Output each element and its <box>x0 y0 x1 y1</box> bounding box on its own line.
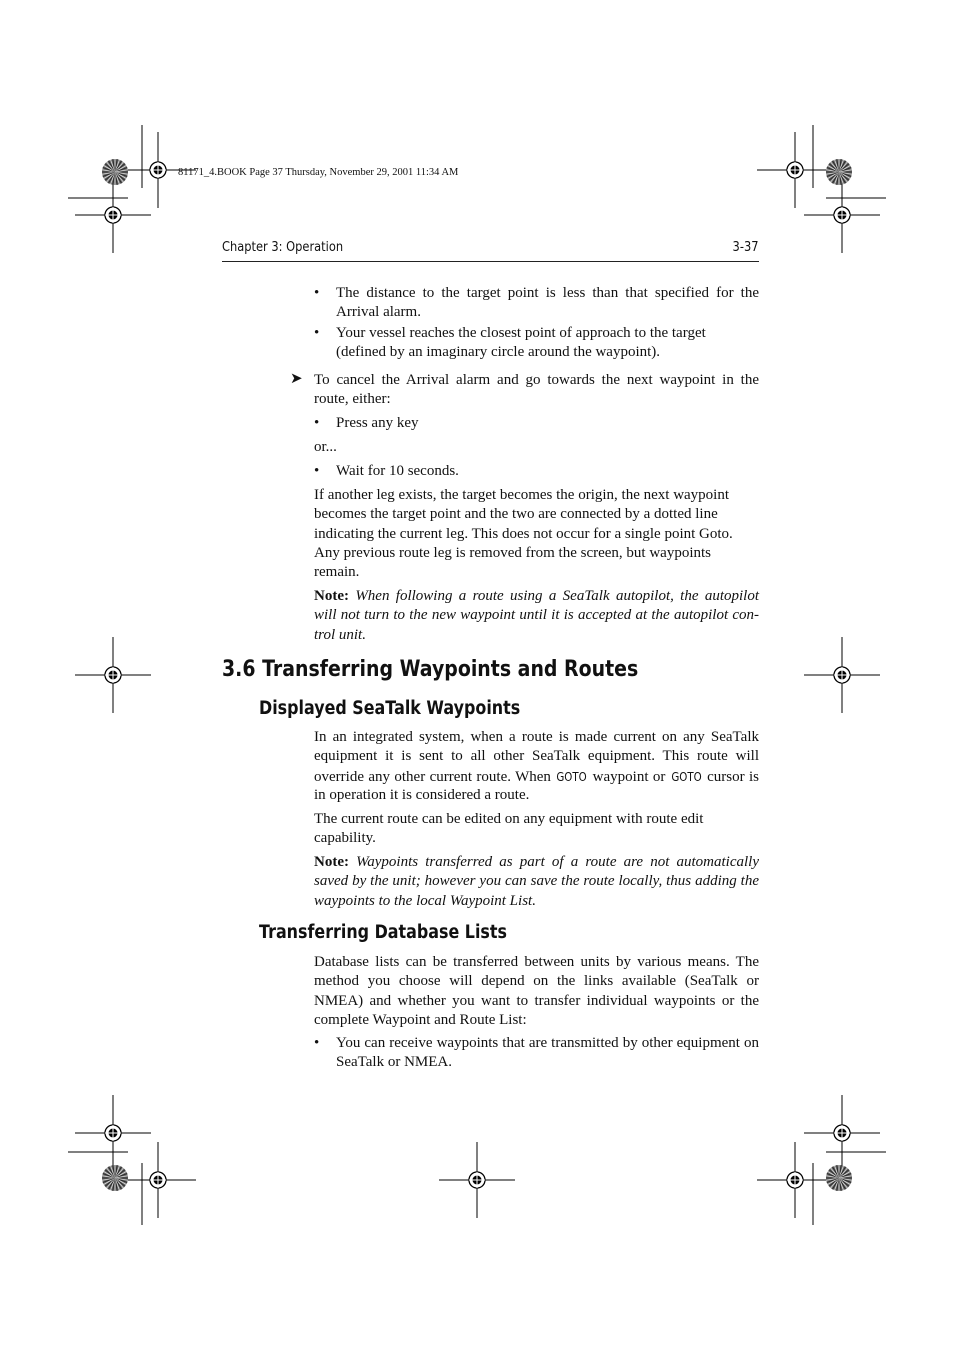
text-line: The distance to the target point is less than that specified for the <box>336 285 759 301</box>
print-slug: 81171_4.BOOK Page 37 Thursday, November 29, 2001 11:34 AM <box>178 167 459 178</box>
text-line: method you choose will depend on the links available (SeaTalk or <box>314 973 759 990</box>
page-number: 3-37 <box>733 240 759 255</box>
text-line: The current route can be edited on any equipment with route edit <box>314 811 704 827</box>
bullet-wait <box>314 462 759 481</box>
bullet-icon: • <box>314 325 320 341</box>
text-segment: When following a route using a SeaTalk autopilot, the autopilot <box>355 588 759 604</box>
key-label: GOTO <box>671 768 702 784</box>
text-line: Any previous route leg is removed from the screen, but waypoints <box>314 544 711 561</box>
text-line: or... <box>314 439 337 455</box>
subheading-displayed-seatalk: Displayed SeaTalk Waypoints <box>259 698 521 719</box>
paragraph-route-edit <box>314 810 759 849</box>
bullet-closest-approach <box>314 324 759 363</box>
bullet-icon: • <box>314 285 320 301</box>
text-line: Press any key <box>336 415 419 431</box>
chapter-title: Chapter 3: Operation <box>222 240 344 255</box>
paragraph-integrated-system <box>314 728 759 805</box>
text-line <box>314 626 759 645</box>
text-segment: trol unit. <box>314 626 366 643</box>
arrow-icon: ➤ <box>290 371 303 387</box>
text-line <box>314 587 759 606</box>
bullet-icon: • <box>314 415 320 431</box>
text-line: Your vessel reaches the closest point of approach to the target <box>336 325 706 341</box>
section-heading: 3.6 Transferring Waypoints and Routes <box>222 657 639 682</box>
text-line <box>314 767 759 786</box>
text-line <box>314 872 759 891</box>
or-text <box>314 438 759 457</box>
bullet-receive-waypoints <box>314 1034 759 1073</box>
text-line: complete Waypoint and Route List: <box>314 1011 527 1028</box>
text-line: route, either: <box>314 391 391 408</box>
bullet-icon: • <box>314 463 320 479</box>
text-line: Database lists can be transferred between units by various means. The <box>314 954 759 970</box>
text-line: equipment it is sent to all other SeaTalk equipment. This route will <box>314 748 759 765</box>
paragraph-another-leg <box>314 486 759 582</box>
text-line: SeaTalk or NMEA. <box>336 1054 453 1071</box>
text-segment: override any other current route. When <box>314 768 556 785</box>
text-line: In an integrated system, when a route is made current on any SeaTalk <box>314 729 759 745</box>
text-line: You can receive waypoints that are transmitted by other equipment on <box>336 1035 759 1051</box>
text-line: If another leg exists, the target becomes the origin, the next waypoint <box>314 487 730 503</box>
text-segment: will not turn to the new waypoint until it is accepted at the autopilot con- <box>314 607 759 624</box>
text-segment: saved by the unit; however you can save the route locally, thus adding the <box>314 873 759 890</box>
text-line: capability. <box>314 830 376 847</box>
text-line: Wait for 10 seconds. <box>336 463 459 479</box>
text-line: Arrival alarm. <box>336 304 421 321</box>
note-waypoints-transferred <box>314 853 759 911</box>
text-segment: waypoints to the local Waypoint List. <box>314 892 536 909</box>
text-line: becomes the target point and the two are connected by a dotted line <box>314 506 718 523</box>
text-line <box>314 892 759 911</box>
text-line: NMEA) and whether you want to transfer individual waypoints or the <box>314 992 759 1009</box>
note-autopilot <box>314 587 759 645</box>
bullet-press-key <box>314 414 759 433</box>
note-label: Note: <box>314 854 357 870</box>
text-segment: Waypoints transferred as part of a route are not automatically <box>356 854 759 870</box>
text-line <box>314 606 759 625</box>
text-segment: waypoint or <box>588 768 670 785</box>
text-line: in operation it is considered a route. <box>314 786 530 803</box>
bullet-icon: • <box>314 1035 320 1051</box>
header-rule <box>222 261 759 262</box>
text-line: To cancel the Arrival alarm and go towards the next waypoint in the <box>314 372 759 388</box>
text-line: remain. <box>314 564 360 581</box>
subheading-transferring-lists: Transferring Database Lists <box>259 922 507 943</box>
key-label: GOTO <box>556 768 587 784</box>
paragraph-database-lists <box>314 953 759 1030</box>
text-segment: cursor is <box>702 768 759 785</box>
text-line: indicating the current leg. This does not occur for a single point Goto. <box>314 525 733 542</box>
bullet-arrival-distance <box>314 284 759 323</box>
text-line <box>314 853 759 872</box>
instruction-cancel-alarm <box>290 371 759 410</box>
note-label: Note: <box>314 588 356 604</box>
text-line: (defined by an imaginary circle around the waypoint). <box>336 344 661 361</box>
